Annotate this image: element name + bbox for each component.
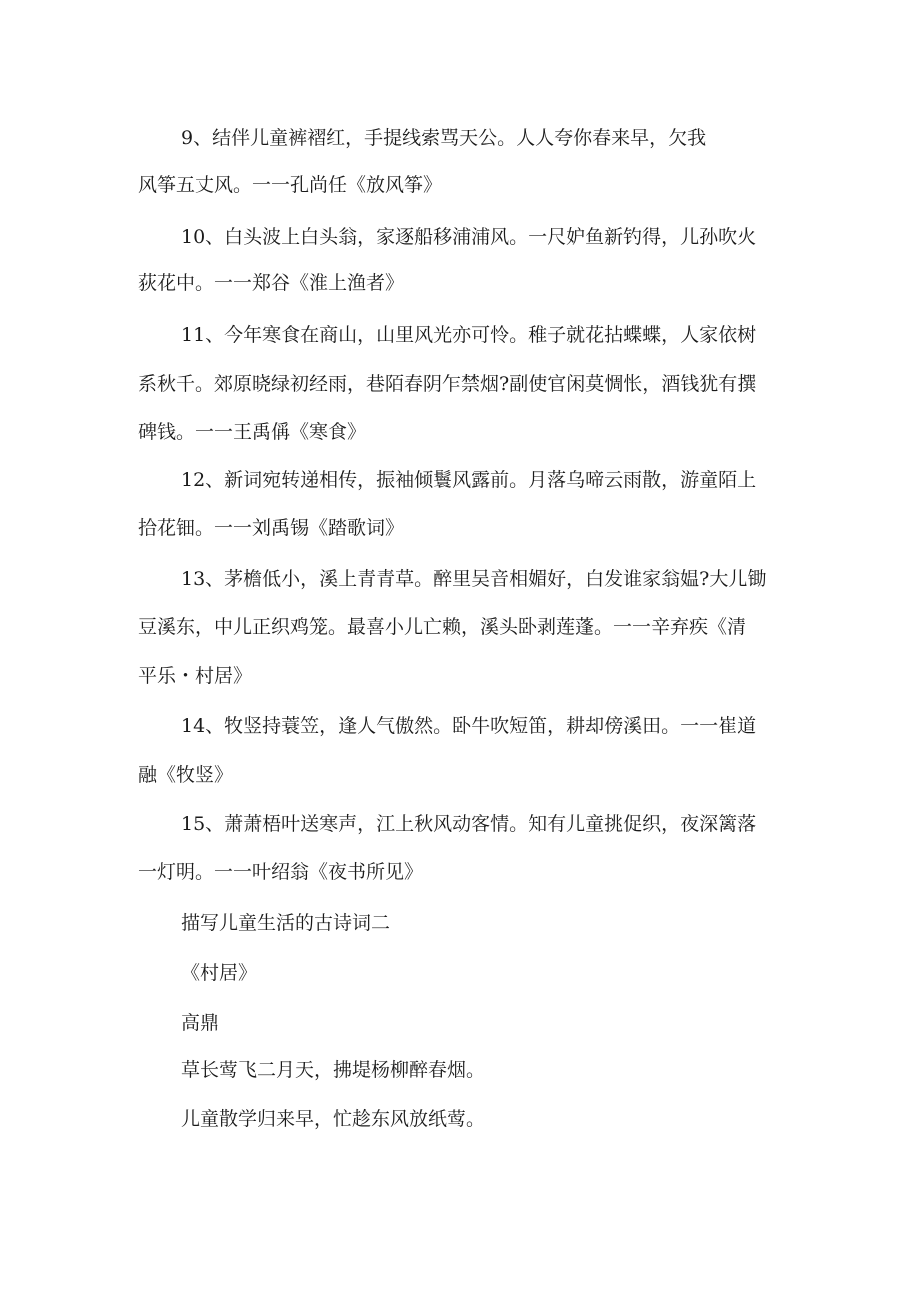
text-line: 平乐・村居》 [138,665,253,687]
text-line: 14、牧竖持蓑笠，逢人气傲然。卧牛吹短笛，耕却傍溪田。一一崔道 [181,715,757,737]
text-line: 11、今年寒食在商山，山里风光亦可怜。稚子就花拈蝶蝶，人家依树 [181,324,757,346]
text-line: 10、白头波上白头翁，家逐船移浦浦风。一尺妒鱼新钓得，儿孙吹火 [181,226,757,248]
poem-author: 高鼎 [181,1012,220,1034]
poem-title: 《村居》 [181,962,258,984]
section-heading: 描写儿童生活的古诗词二 [181,912,391,934]
text-line: 系秋千。郊原晓绿初经雨，巷陌春阴乍禁烟?副使官闲莫惆怅，酒钱犹有撰 [138,373,757,395]
text-line: 拾花钿。一一刘禹锡《踏歌词》 [138,517,405,539]
text-line: 荻花中。一一郑谷《淮上渔者》 [138,272,405,294]
text-line: 融《牧竖》 [138,764,234,786]
text-line: 13、茅檐低小，溪上青青草。醉里吴音相媚好，白发谁家翁媪?大儿锄 [181,568,767,590]
text-line: 15、萧萧梧叶送寒声，江上秋风动客情。知有儿童挑促织，夜深篱落 [181,813,757,835]
poem-line: 草长莺飞二月天，拂堤杨柳醉春烟。 [181,1059,486,1081]
text-line: 碑钱。一一王禹偁《寒食》 [138,421,367,443]
poem-line: 儿童散学归来早，忙趁东风放纸莺。 [181,1108,486,1130]
text-line: 一灯明。一一叶绍翁《夜书所见》 [138,861,424,883]
text-line: 风筝五丈风。一一孔尚任《放风筝》 [138,174,443,196]
text-line: 12、新词宛转递相传，振袖倾鬟风露前。月落乌啼云雨散，游童陌上 [181,469,757,491]
text-line: 豆溪东，中儿正织鸡笼。最喜小儿亡赖，溪头卧剥莲蓬。一一辛弃疾《清 [138,616,747,638]
text-line: 9、结伴儿童裤褶红，手提线索骂天公。人人夸你春来早，欠我 [181,127,707,149]
